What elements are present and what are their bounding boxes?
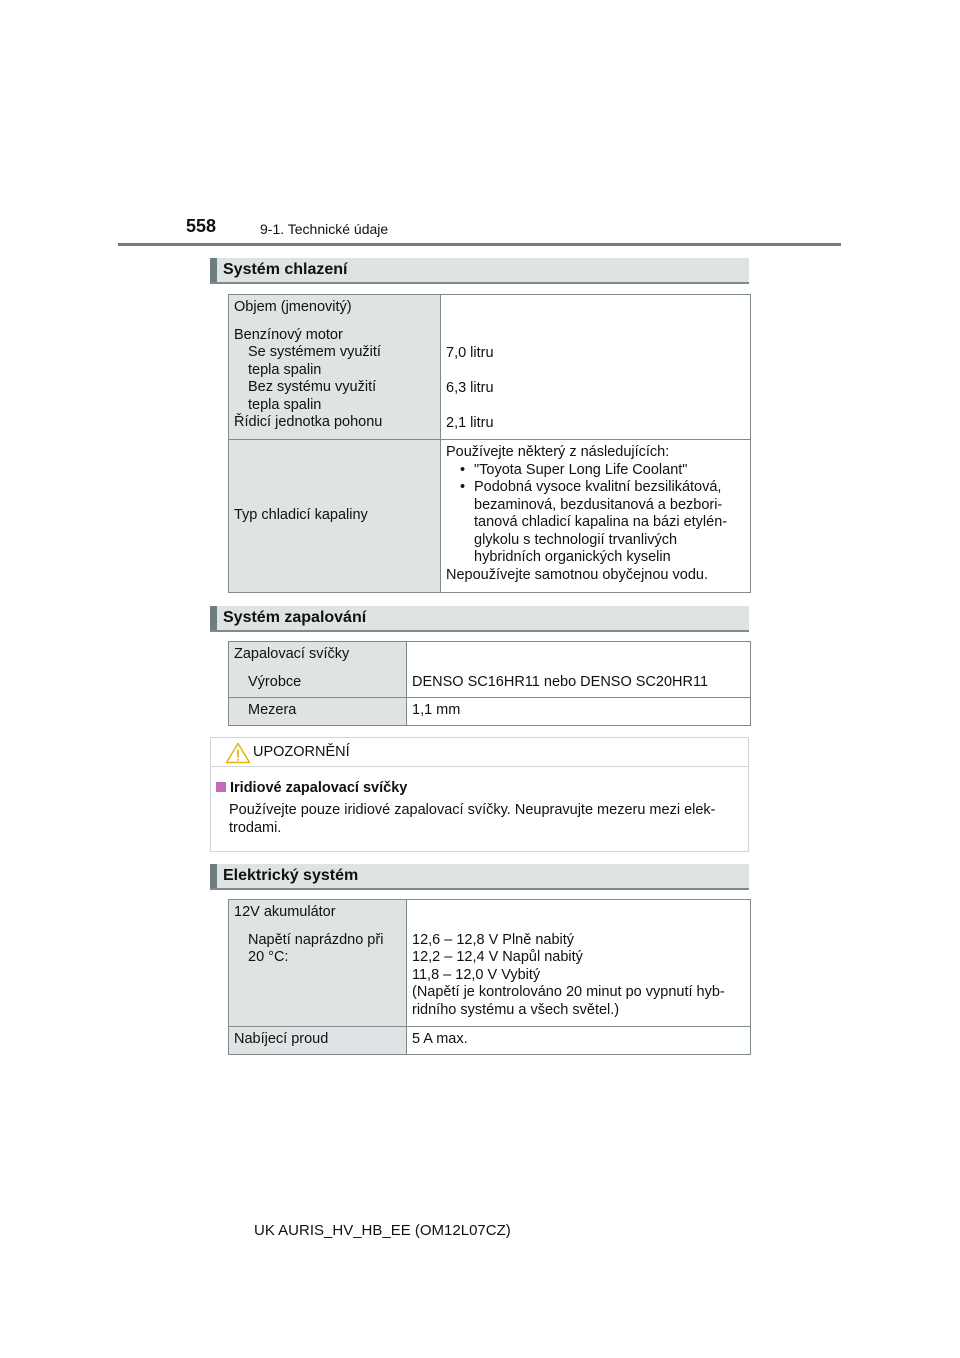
capacity-label: Objem (jmenovitý) (234, 299, 352, 315)
charge-value-cell (407, 1027, 751, 1055)
with-heat-label: Se systémem využití (248, 344, 381, 360)
plug-label-cell (229, 642, 407, 698)
heading-accent-bar (210, 258, 217, 282)
gap-value-cell (407, 698, 751, 726)
voltage-label: Napětí naprázdno při 20 °C: (248, 931, 384, 965)
maker-value-cell (407, 642, 751, 698)
section-title: Systém chlazení (223, 261, 348, 278)
coolant-type-label: Typ chladicí kapaliny (234, 507, 368, 524)
without-heat-label: Bez systému využití (248, 379, 377, 395)
voltage-value-cell (407, 900, 751, 1027)
with-heat-label-2: tepla spalin (248, 361, 322, 378)
voltage-note: (Napětí je kontrolováno 20 minut po vypnutí hyb-ridního systému a všech světel.) (412, 984, 725, 1018)
coolant-type-value-cell (441, 440, 751, 593)
caution-header (211, 738, 748, 767)
gap-label-cell (229, 698, 407, 726)
gap-label: Mezera (248, 702, 297, 718)
electrical-table (228, 899, 751, 1055)
table-row (229, 900, 751, 1027)
caution-subtitle-text: Iridiové zapalovací svíčky (230, 780, 408, 796)
cooling-table (228, 294, 751, 593)
footer-code: UK AURIS_HV_HB_EE (OM12L07CZ) (254, 1222, 511, 1239)
heading-accent-bar (210, 864, 217, 888)
section-title: Systém zapalování (223, 609, 367, 626)
header-rule (118, 243, 841, 246)
capacity-label-cell (229, 295, 441, 440)
list-item: • Podobná vysoce kvalitní bezsilikátová, bezaminová, bezdusitanová a bezbori-tanová chladicí kapalina na bázi etylén-glykolu s technologií trvanlivých hybridních organických kyselin (474, 479, 745, 567)
table-row (229, 440, 751, 593)
voltage-half: 12,2 – 12,4 V Napůl nabitý (412, 949, 583, 965)
table-row (229, 698, 751, 726)
warning-triangle-icon (225, 742, 251, 764)
section-cooling-heading (210, 258, 749, 284)
section-reference: 9-1. Technické údaje (260, 221, 389, 237)
maker-label: Výrobce (248, 673, 302, 690)
maker-value: DENSO SC16HR11 nebo DENSO SC20HR11 (412, 673, 709, 690)
battery-label-cell (229, 900, 407, 1027)
section-ignition-heading (210, 606, 749, 632)
caution-box (210, 737, 749, 852)
caution-title: UPOZORNĚNÍ (253, 744, 350, 760)
with-heat-value: 7,0 litru (446, 344, 494, 361)
coolant-intro: Používejte některý z následujících: (446, 444, 670, 460)
table-row (229, 642, 751, 698)
table-row (229, 295, 751, 440)
capacity-value-cell (441, 295, 751, 440)
charge-label: Nabíjecí proud (234, 1031, 329, 1047)
coolant-type-label-cell (229, 440, 441, 593)
section-title: Elektrický systém (223, 867, 359, 884)
list-item: • "Toyota Super Long Life Coolant" (474, 462, 745, 480)
gap-value: 1,1 mm (412, 702, 461, 718)
pcu-label: Řídicí jednotka pohonu (234, 414, 383, 430)
caution-text: Používejte pouze iridiové zapalovací svíčky. Neupravujte mezeru mezi elek-trodami. (229, 802, 716, 836)
pcu-value: 2,1 litru (446, 414, 494, 431)
engine-label: Benzínový motor (234, 326, 343, 343)
voltage-full: 12,6 – 12,8 V Plně nabitý (412, 931, 575, 948)
table-row (229, 1027, 751, 1055)
ignition-table (228, 641, 751, 726)
voltage-empty: 11,8 – 12,0 V Vybitý (412, 966, 541, 983)
heading-accent-bar (210, 606, 217, 630)
section-electrical-heading (210, 864, 749, 890)
coolant-note: Nepoužívejte samotnou obyčejnou vodu. (446, 566, 708, 583)
caution-subtitle (216, 780, 407, 796)
page-number: 558 (186, 216, 217, 236)
without-heat-label-2: tepla spalin (248, 396, 322, 413)
square-bullet-icon (216, 782, 226, 792)
charge-label-cell (229, 1027, 407, 1055)
charge-value: 5 A max. (412, 1031, 468, 1047)
without-heat-value: 6,3 litru (446, 379, 494, 396)
battery-label: 12V akumulátor (234, 904, 336, 920)
coolant-options (446, 462, 745, 567)
plug-label: Zapalovací svíčky (234, 646, 350, 662)
